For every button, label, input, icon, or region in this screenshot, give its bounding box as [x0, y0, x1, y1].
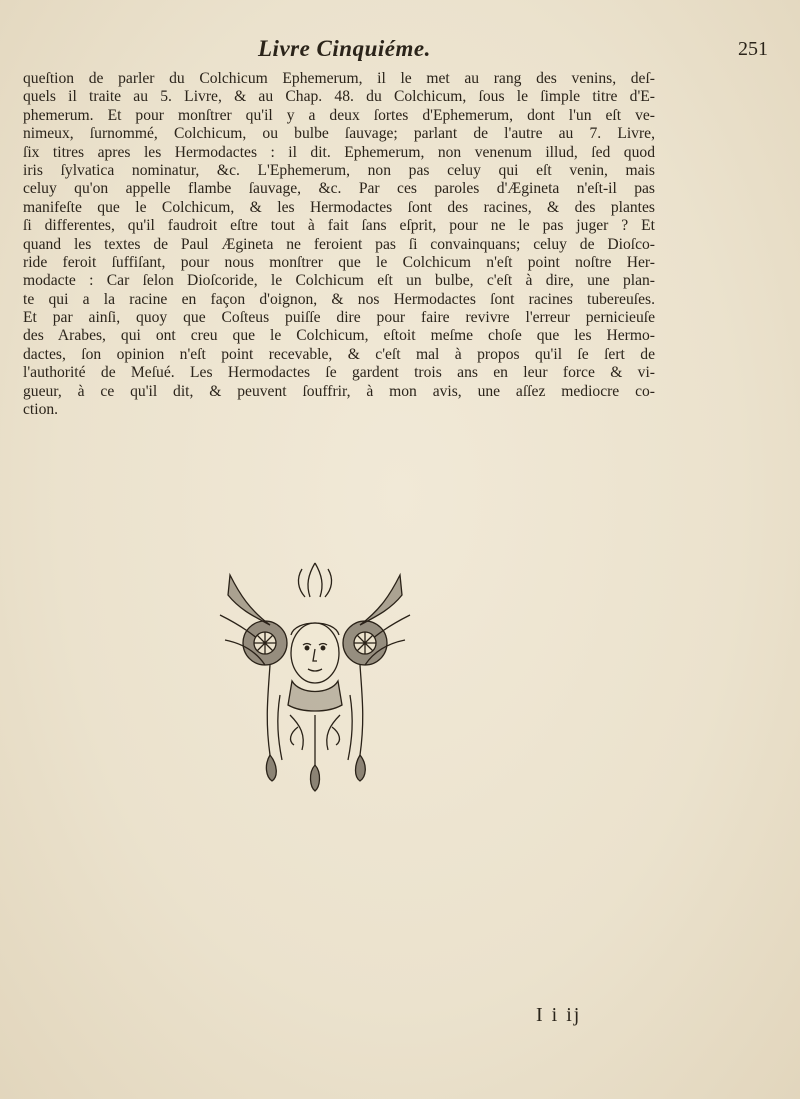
page-header [0, 36, 800, 66]
text-line: te qui a la racine en façon d'oignon, & nos Hermodactes ſont racines tubereuſes. [23, 290, 655, 308]
woodcut-tailpiece-ornament-icon [210, 555, 420, 795]
text-line: iris ſylvatica nominatur, &c. L'Ephemerum, non pas celuy qui eſt venin, mais [23, 161, 655, 179]
text-line: ride feroit ſuffiſant, pour nous monſtrer que le Colchicum n'eſt point noſtre Her- [23, 253, 655, 271]
text-line: ſi differentes, qu'il faudroit eſtre tout à fait ſans eſprit, pour ne le pas juger ? Et [23, 217, 655, 235]
text-line: ſix titres apres les Hermodactes : il dit. Ephemerum, non venenum illud, ſed quod [23, 143, 655, 161]
running-head: Livre Cinquiéme. [258, 36, 431, 61]
text-line: des Arabes, qui ont creu que le Colchicum, eſtoit meſme choſe que les Hermo- [23, 327, 655, 345]
text-line: manifeſte que le Colchicum, & les Hermodactes ſont des racines, & des plantes [23, 198, 655, 216]
text-line: l'authorité de Meſué. Les Hermodactes ſe gardent trois ans en leur force & vi- [23, 364, 655, 382]
text-line: quels il traite au 5. Livre, & au Chap. 48. du Colchicum, ſous le ſimple titre d'E- [23, 88, 655, 106]
text-line: dactes, ſon opinion n'eſt point recevable, & c'eſt mal à propos qu'il ſe ſert de [23, 345, 655, 363]
page-number: 251 [738, 38, 768, 60]
text-line: gueur, à ce qu'il dit, & peuvent ſouffrir, à mon avis, une aſſez mediocre co- [23, 382, 655, 400]
text-line: ction. [23, 401, 59, 419]
text-line: Et par ainſi, quoy que Coſteus puiſſe dire pour faire revivre l'erreur pernicieuſe [23, 309, 655, 327]
text-line: nimeux, ſurnommé, Colchicum, ou bulbe ſauvage; parlant de l'autre au 7. Livre, [23, 125, 655, 143]
text-line: queſtion de parler du Colchicum Ephemerum, il le met au rang des venins, deſ- [23, 70, 655, 87]
text-line: quand les textes de Paul Ægineta ne feroient pas ſi convainquans; celuy de Dioſco- [23, 235, 655, 253]
text-line: modacte : Car ſelon Dioſcoride, le Colchicum eſt un bulbe, c'eſt à dire, une plan- [23, 272, 655, 290]
body-text [23, 70, 655, 419]
text-line: celuy qu'on appelle flambe ſauvage, &c. Par ces paroles d'Ægineta n'eſt-il pas [23, 180, 655, 198]
text-line: phemerum. Et pour monſtrer qu'il y a deux ſortes d'Ephemerum, dont l'un eſt ve- [23, 106, 655, 124]
signature-mark: I i ij [536, 1004, 582, 1026]
